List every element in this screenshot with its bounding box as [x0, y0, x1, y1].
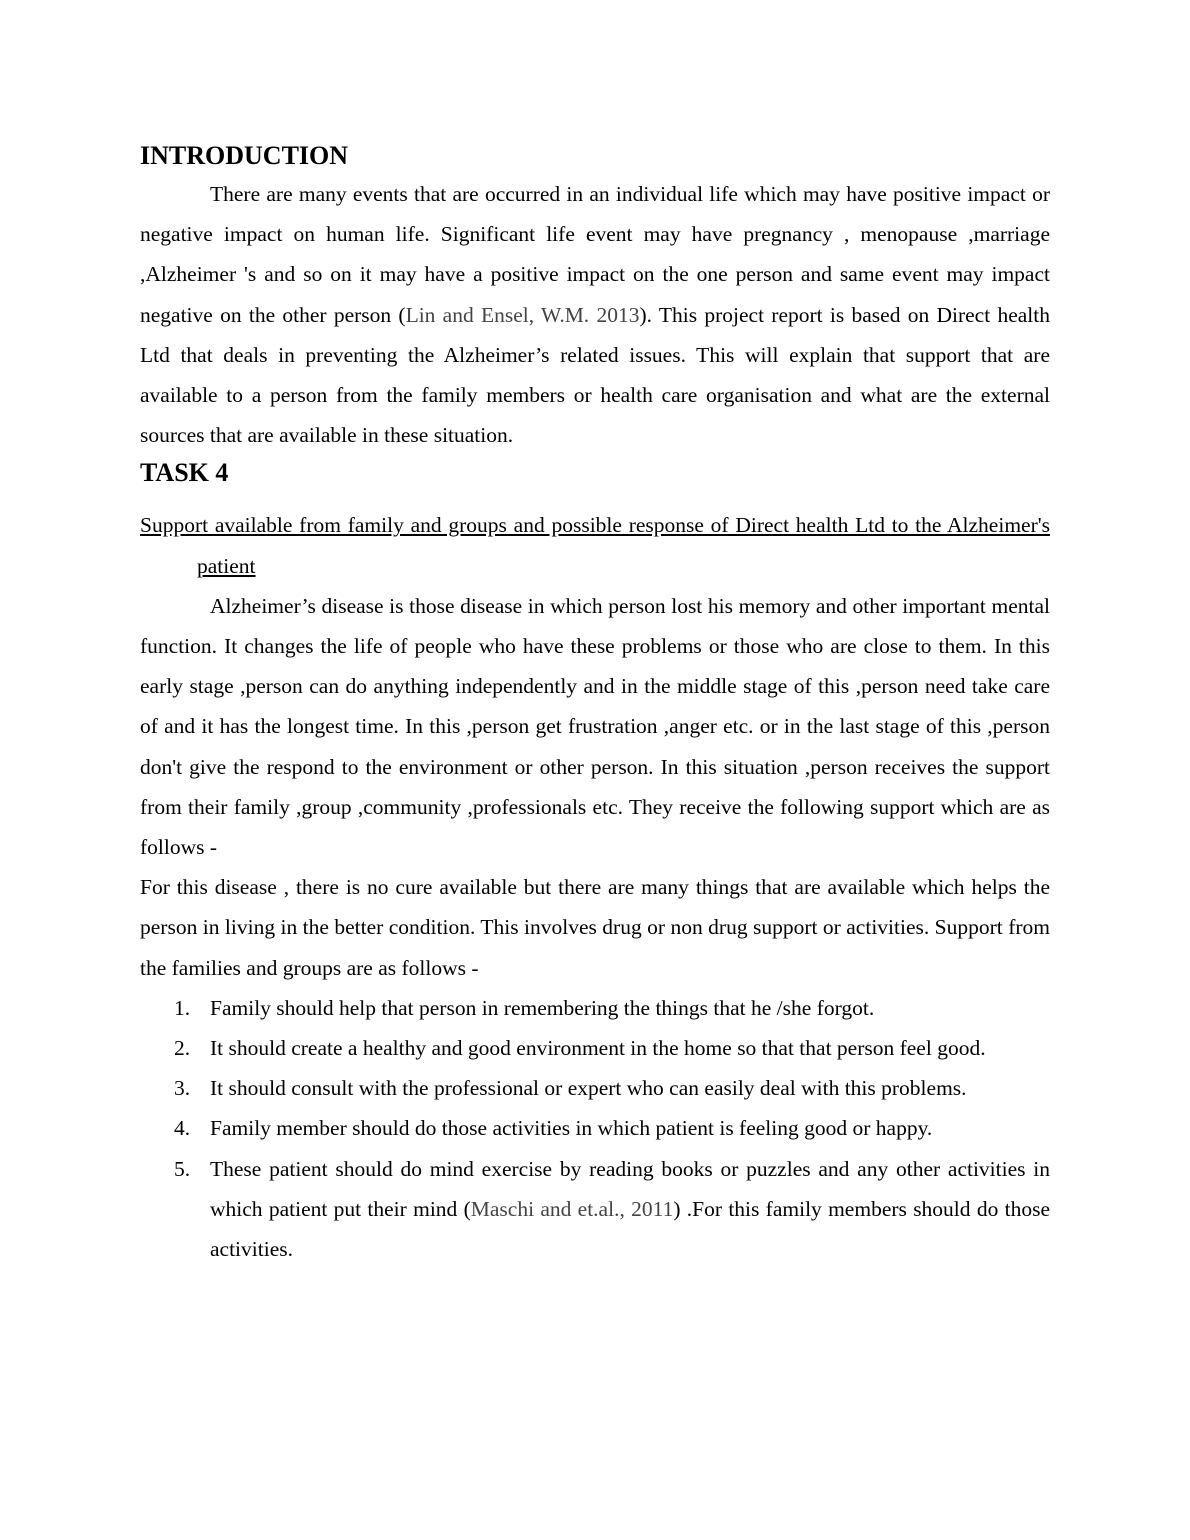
support-paragraph: For this disease , there is no cure available but there are many things that are available which helps the person in living in the better condition. This involves drug or non drug support or activities. Support from the families and groups are as follows -: [140, 875, 1050, 980]
list-item: [140, 1068, 1050, 1108]
citation-maschi: Maschi and et.al., 2011: [470, 1196, 674, 1221]
intro-text-part1: There are many events that are occurred in an individual life which may have positive impact or negative impact on human life. Significant life event may have pregnancy , menopause ,marriage ,Alzheimer 's and so on it may have a positive impact on the one person and same event may impact negative on the other person (: [140, 182, 1050, 327]
list-number: 1.: [174, 995, 191, 1020]
list-item-text: Family should help that person in remembering the things that he /she forgot.: [210, 995, 875, 1020]
support-list: [140, 988, 1050, 1269]
list-item: [140, 1108, 1050, 1148]
intro-text-part2: ). This project report is based on Direct health Ltd that deals in preventing the Alzheimer’s related issues. This will explain that support that are available to a person from the family members or health care organisation and what are the external sources that are available in these situation.: [140, 302, 1050, 448]
list-item-text-part1: These patient should do mind exercise by reading books or puzzles and any other activities in which patient put their mind (: [210, 1156, 1050, 1221]
list-item-text: It should consult with the professional or expert who can easily deal with this problems.: [210, 1076, 967, 1101]
list-item: [140, 1149, 1050, 1270]
introduction-paragraph: [140, 174, 1050, 455]
list-item-text-part2: ) .For this family members should do those activities.: [210, 1196, 1050, 1262]
alzheimers-paragraph: Alzheimer’s disease is those disease in which person lost his memory and other important mental function. It changes the life of people who have these problems or those who are close to them. In this early stage ,person can do anything independently and in the middle stage of this ,person need take care of and it has the longest time. In this ,person get frustration ,anger etc. or in the last stage of this ,person don't give the respond to the environment or other person. In this situation ,person receives the support from their family ,group ,community ,professionals etc. They receive the following support which are as follows -: [140, 593, 1050, 860]
list-number: 3.: [174, 1076, 191, 1101]
list-item-text: Family member should do those activities in which patient is feeling good or happy.: [210, 1116, 933, 1141]
list-number: 5.: [174, 1156, 191, 1181]
task4-heading: TASK 4: [140, 458, 229, 488]
list-number: 2.: [174, 1036, 191, 1061]
introduction-heading: INTRODUCTION: [140, 141, 349, 170]
task4-subheading: Support available from family and groups and possible response of Direct health Ltd to the Alzheimer's patient: [140, 513, 1050, 578]
list-item: [140, 988, 1050, 1028]
citation-lin-ensel: Lin and Ensel, W.M. 2013: [405, 302, 640, 327]
list-number: 4.: [174, 1116, 191, 1141]
document-page: [140, 138, 1050, 1269]
list-item-text: It should create a healthy and good environment in the home so that that person feel good.: [210, 1036, 986, 1061]
list-item: [140, 1028, 1050, 1068]
